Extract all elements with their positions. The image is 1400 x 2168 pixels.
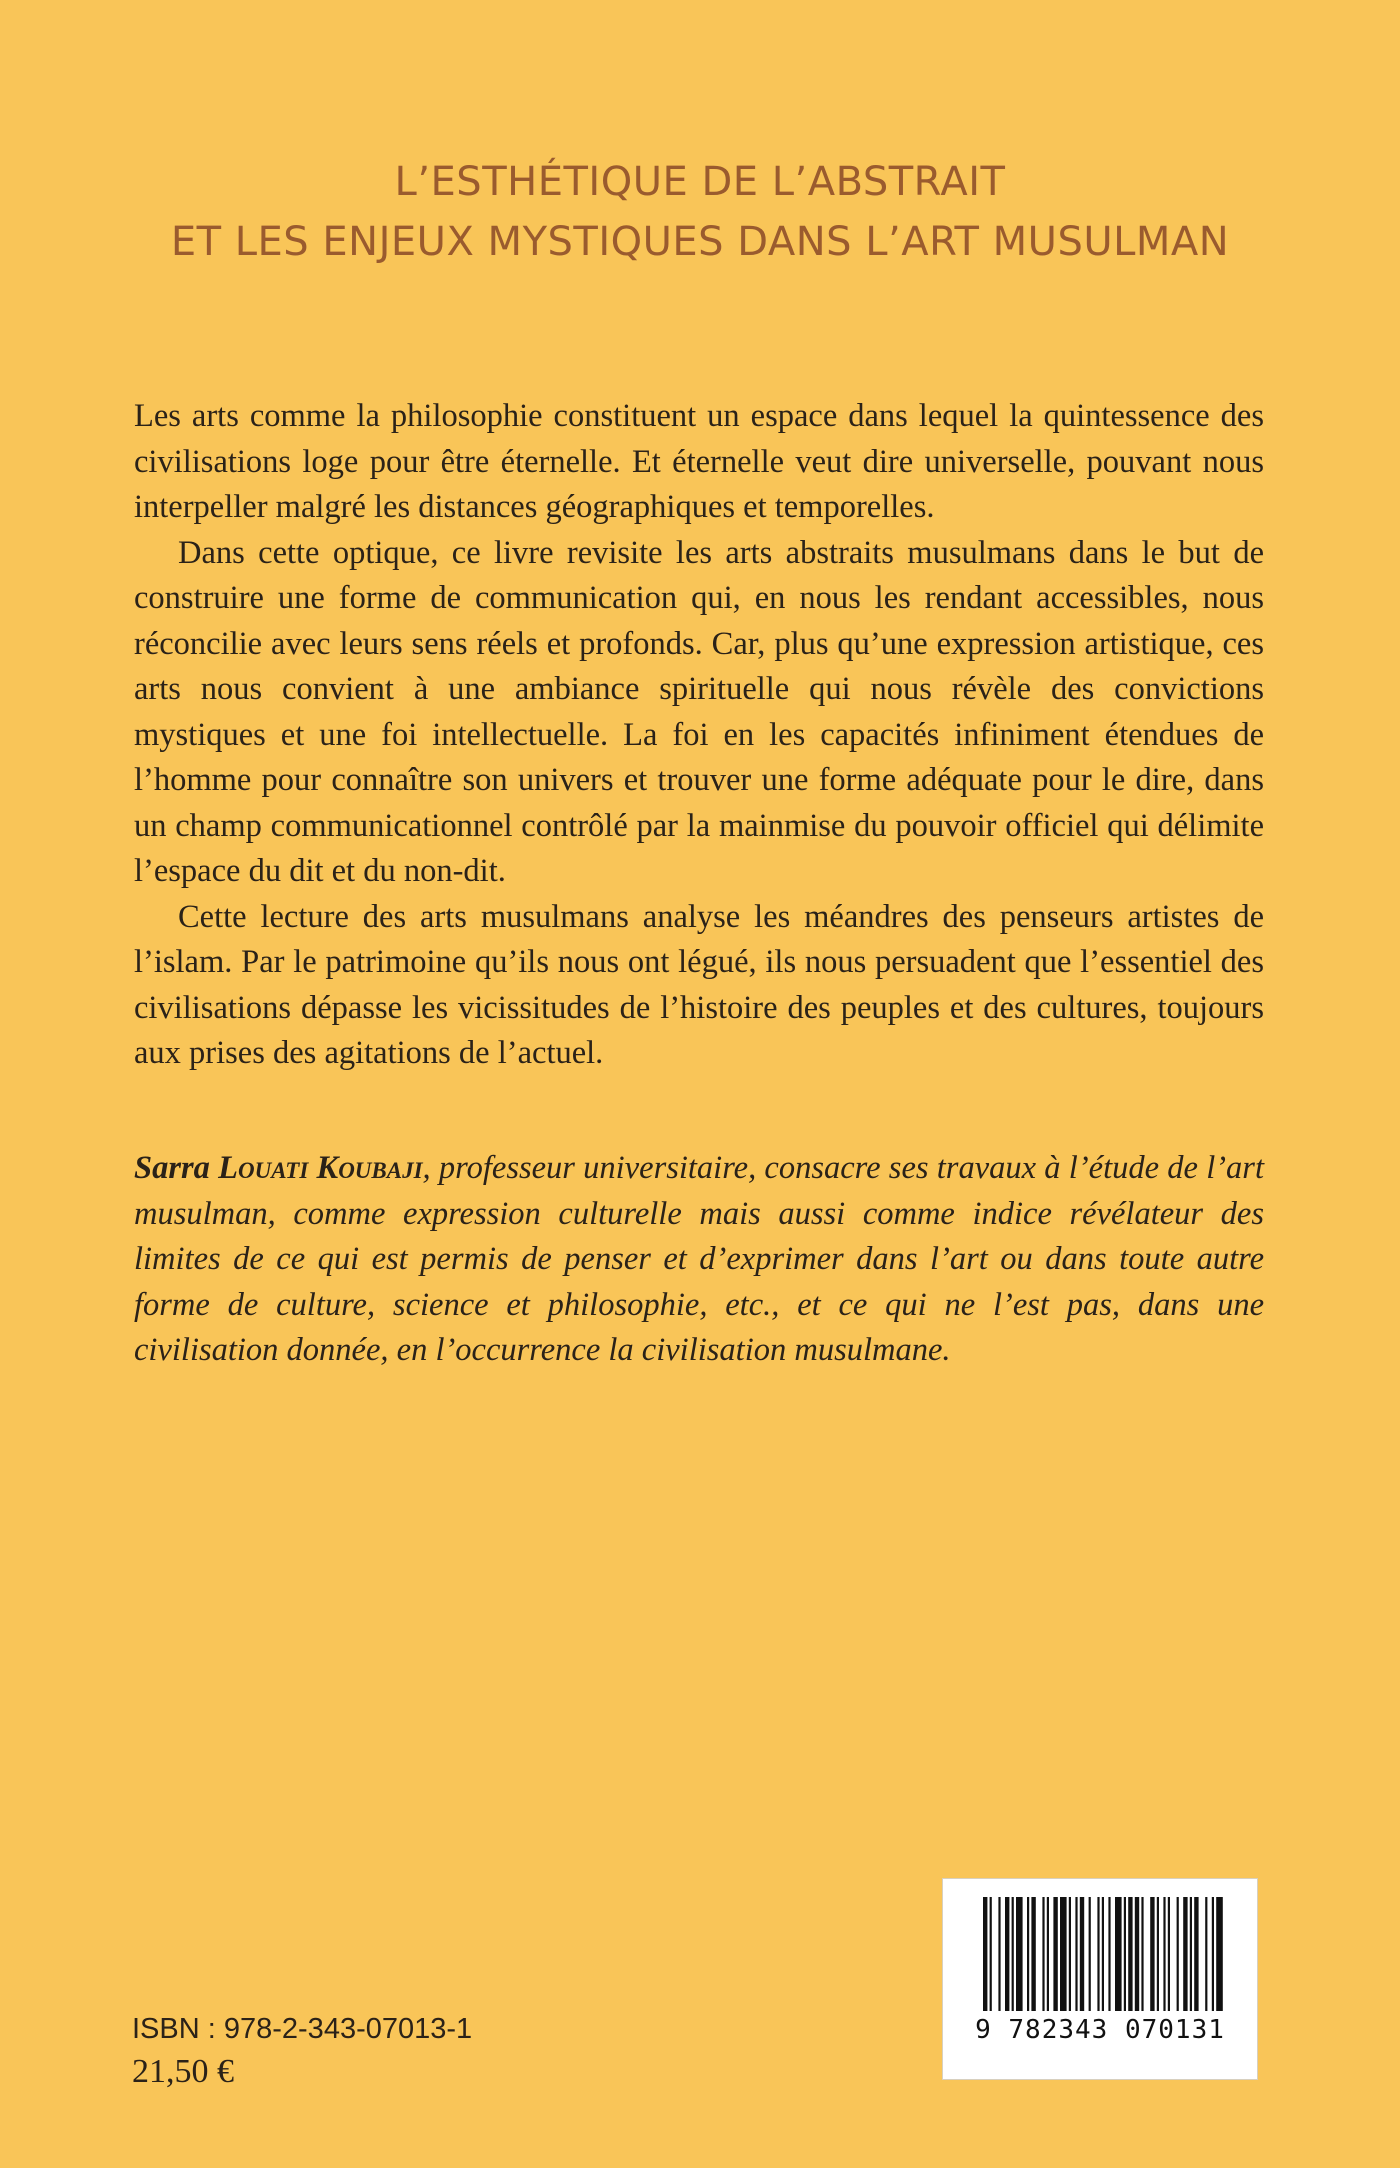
barcode-bar [983, 1897, 987, 2011]
book-summary [134, 394, 1264, 1077]
book-title [0, 152, 1400, 272]
barcode-bar [1031, 1897, 1035, 2011]
author-first-name: Sarra [134, 1150, 210, 1186]
barcode-bars [943, 1879, 1257, 2079]
barcode-bar [1115, 1897, 1122, 2011]
barcode-bar [1216, 1897, 1223, 2011]
barcode-bar [1060, 1897, 1067, 2011]
barcode-bar [1042, 1897, 1044, 2011]
author-name [134, 1150, 423, 1186]
barcode-bar [1150, 1897, 1154, 2011]
barcode-bar [1194, 1897, 1198, 2011]
barcode-bar [1163, 1897, 1165, 2011]
barcode-bar [1075, 1897, 1077, 2011]
isbn: ISBN : 978-2-343-07013-1 [132, 2013, 473, 2045]
barcode-bar [1005, 1897, 1009, 2011]
barcode-bar [1027, 1897, 1029, 2011]
barcode [942, 1878, 1258, 2080]
summary-paragraph: Dans cette optique, ce livre revisite les arts abstraits musulmans dans le but de construire une forme de communication qui, en nous les rendant accessibles, nous réconcilie avec leurs sens réels et profonds. Car, plus qu’une expression artistique, ces arts nous convient à une ambiance spirituelle qui nous révèle des convictions mystiques et une foi intellectuelle. La foi en les capacités infiniment étendues de l’homme pour connaître son univers et trouver une forme adéquate pour le dire, dans un champ communicationnel contrôlé par la mainmise du pouvoir officiel qui délimite l’espace du dit et du non-dit. [134, 534, 1264, 889]
barcode-bar [998, 1897, 1000, 2011]
barcode-bar [1047, 1897, 1049, 2011]
barcode-bar [1205, 1897, 1207, 2011]
barcode-bar [1108, 1897, 1110, 2011]
author-bio-text: , professeur universitaire, consacre ses travaux à l’étude de l’art musulman, comme expression culturelle mais aussi comme indice révélateur des limites de ce qui est permis de penser et d’exprimer dans l’art ou dans toute autre forme de culture, science et philosophie, etc., et ce qui ne l’est pas, dans une civilisation donnée, en l’occurrence la civilisation musulmane. [134, 1150, 1264, 1368]
price: 21,50 € [132, 2053, 234, 2090]
barcode-bar [1089, 1897, 1091, 2011]
barcode-bar [1157, 1897, 1159, 2011]
barcode-bar [1124, 1897, 1126, 2011]
barcode-bar [1190, 1897, 1192, 2011]
barcode-bar [1053, 1897, 1057, 2011]
barcode-bar [1212, 1897, 1214, 2011]
barcode-bar [1128, 1897, 1132, 2011]
barcode-bar [1080, 1897, 1084, 2011]
barcode-bar [1177, 1897, 1179, 2011]
barcode-bar [1135, 1897, 1139, 2011]
barcode-bar [1016, 1897, 1023, 2011]
barcode-bar [1069, 1897, 1071, 2011]
summary-paragraph: Les arts comme la philosophie constituent un espace dans lequel la quintessence des civilisations loge pour être éternelle. Et éternelle veut dire universelle, pouvant nous interpeller malgré les distances géographiques et temporelles. [134, 398, 1264, 525]
barcode-digits: 9 782343 070131 [975, 2015, 1225, 2045]
author-bio [134, 1146, 1264, 1374]
barcode-bar [1012, 1897, 1014, 2011]
barcode-bar [990, 1897, 992, 2011]
summary-paragraph: Cette lecture des arts musulmans analyse les méandres des penseurs artistes de l’islam. Par le patrimoine qu’ils nous ont légué, ils nous persuadent que l’essentiel des civilisations dépasse les vicissitudes de l’histoire des peuples et des cultures, toujours aux prises des agitations de l’actuel. [134, 898, 1264, 1071]
barcode-bar [1102, 1897, 1104, 2011]
barcode-bar [1097, 1897, 1099, 2011]
barcode-bar [1183, 1897, 1187, 2011]
book-title-line-1: L’ESTHÉTIQUE DE L’ABSTRAIT [394, 159, 1006, 205]
barcode-bar [1141, 1897, 1143, 2011]
author-last-name: Louati Koubaji [218, 1150, 423, 1186]
barcode-bar [1168, 1897, 1170, 2011]
book-title-line-2: ET LES ENJEUX MYSTIQUES DANS L’ART MUSULMAN [170, 219, 1230, 265]
